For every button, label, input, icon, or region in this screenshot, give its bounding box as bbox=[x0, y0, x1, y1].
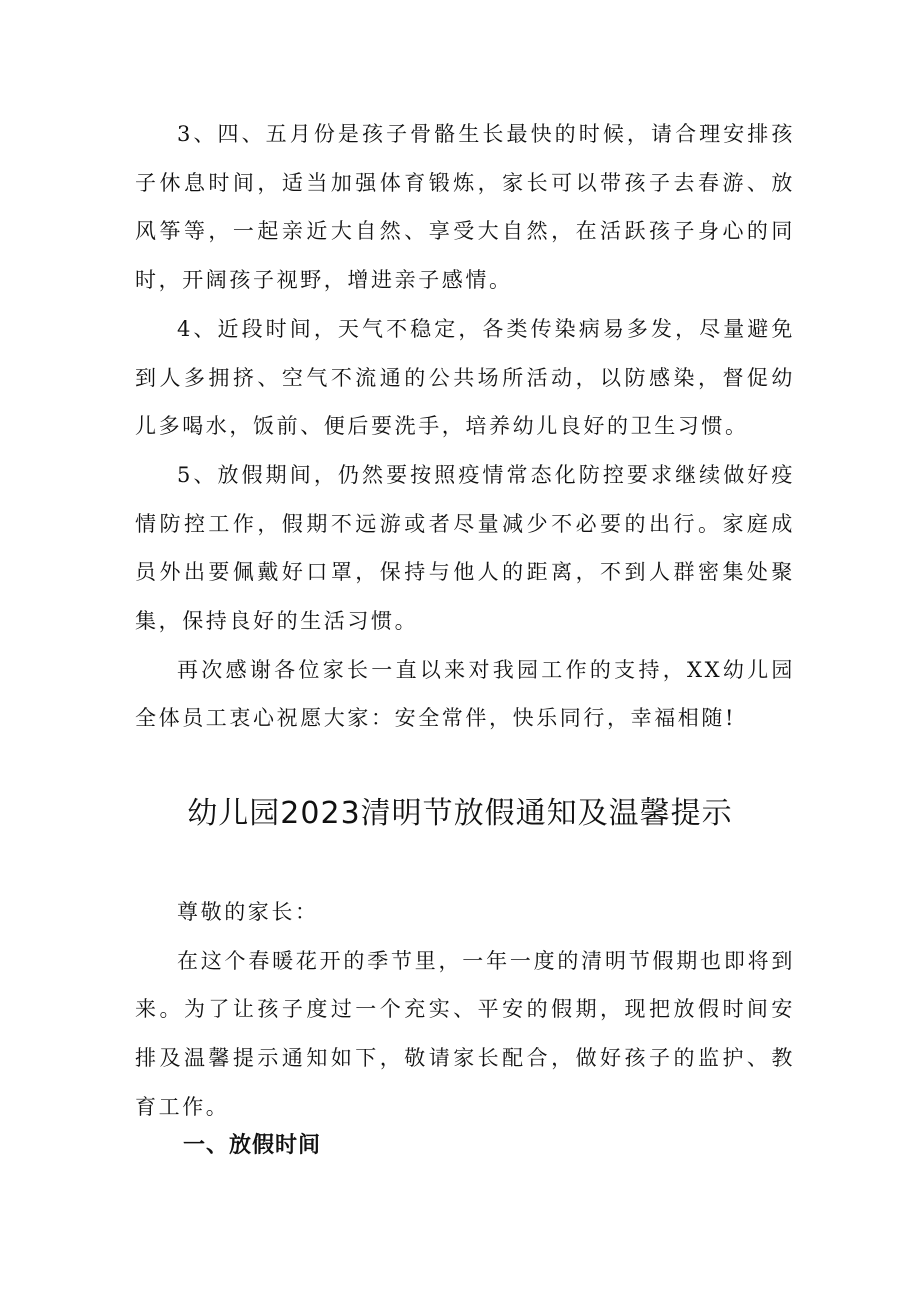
section-heading-holiday-time: 一、放假时间 bbox=[183, 1133, 322, 1158]
salutation: 尊敬的家长： bbox=[177, 900, 319, 924]
document-title: 幼儿园2023清明节放假通知及温馨提示 bbox=[187, 796, 733, 831]
tip-paragraph-4: 4、近段时间，天气不稳定，各类传染病易多发，尽量避免到人多拥挤、空气不流通的公共场所活动，以防感染，督促幼儿多喝水，饭前、便后要洗手，培养幼儿良好的卫生习惯。 bbox=[135, 316, 795, 439]
tip-paragraph-3: 3、四、五月份是孩子骨骼生长最快的时候，请合理安排孩子休息时间，适当加强体育锻炼，家长可以带孩子去春游、放风筝等，一起亲近大自然、享受大自然，在活跃孩子身心的同时，开阔孩子视野，增进亲子感情。 bbox=[135, 122, 795, 293]
previous-section-continuation bbox=[135, 110, 795, 743]
closing-paragraph: 再次感谢各位家长一直以来对我园工作的支持，XX幼儿园全体员工衷心祝愿大家：安全常伴，快乐同行，幸福相随! bbox=[135, 657, 795, 731]
tip-paragraph-5: 5、放假期间，仍然要按照疫情常态化防控要求继续做好疫情防控工作，假期不远游或者尽量减少不必要的出行。家庭成员外出要佩戴好口罩，保持与他人的距离，不到人群密集处聚集，保持良好的生活习惯。 bbox=[135, 462, 795, 634]
intro-paragraph: 在这个春暖花开的季节里，一年一度的清明节假期也即将到来。为了让孩子度过一个充实、平安的假期，现把放假时间安排及温馨提示通知如下，敬请家长配合，做好孩子的监护、教育工作。 bbox=[135, 948, 795, 1119]
notice-body bbox=[135, 888, 795, 1132]
